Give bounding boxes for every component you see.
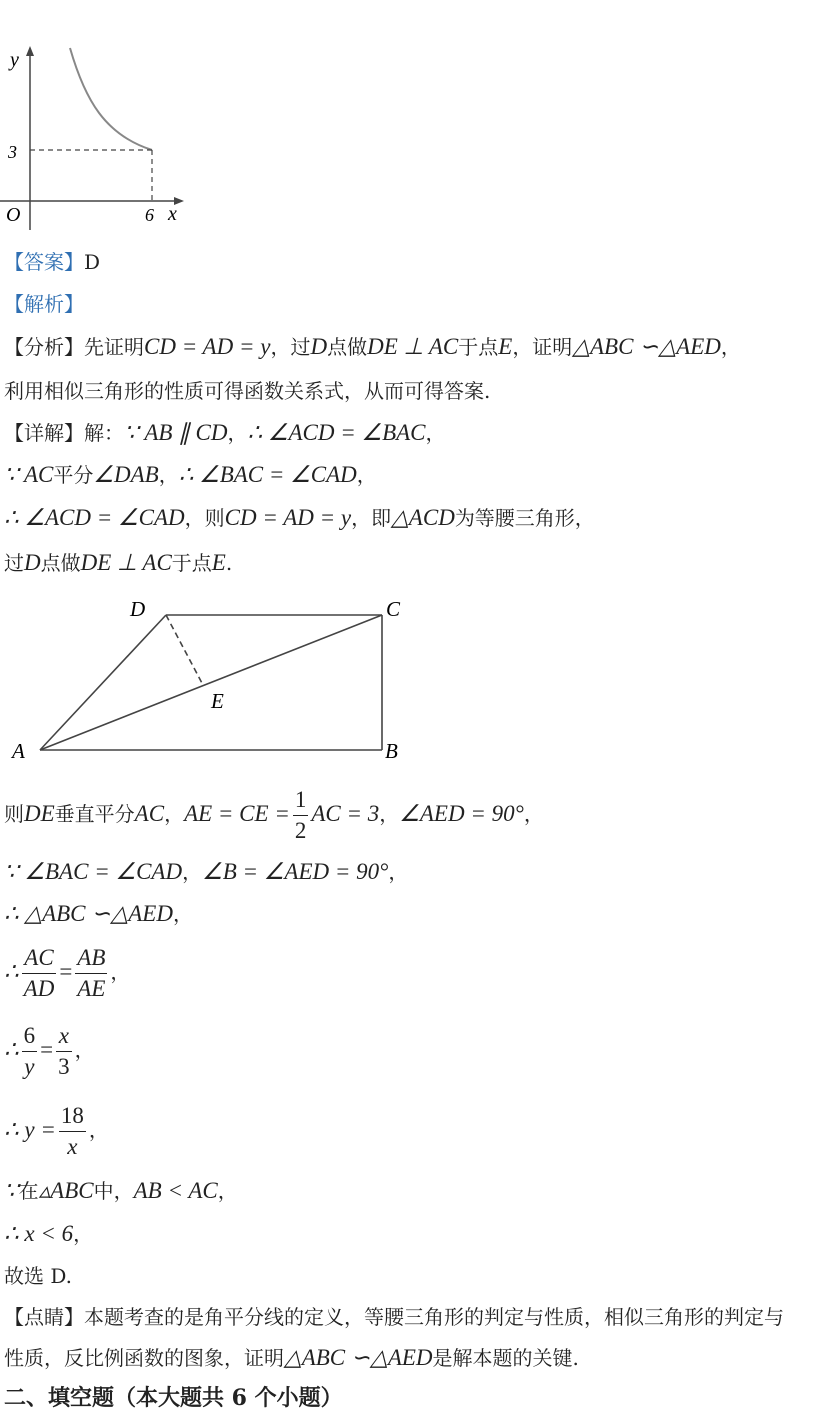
numerator: 6	[22, 1021, 38, 1052]
math: ∠DAB	[93, 462, 159, 487]
text: ，	[110, 960, 131, 984]
text: 垂直平分	[54, 802, 135, 826]
y-line	[4, 1098, 109, 1162]
text: ，过	[270, 335, 311, 359]
text: ，	[379, 802, 400, 826]
text: 点做	[327, 335, 368, 359]
denominator: 2	[294, 818, 307, 843]
dianjing-line-1	[4, 1303, 784, 1331]
math: AC	[134, 801, 165, 826]
choose-line: 故选 D.	[4, 1264, 73, 1288]
text: 平分	[53, 463, 94, 487]
math: △ABC ∽△AED	[284, 1345, 433, 1370]
math: CD = AD = y	[144, 334, 271, 359]
fraction	[59, 1101, 86, 1162]
text: 于点	[171, 551, 212, 575]
dianjing-tag: 【点睛】	[4, 1305, 84, 1329]
curve	[70, 48, 152, 150]
answer-value: D	[84, 250, 101, 274]
therefore-acd-line	[4, 504, 595, 532]
y-axis-label: y	[10, 49, 19, 71]
fraction	[22, 1021, 38, 1082]
section-title: 二、填空题（本大题共 6 个小题）	[4, 1385, 343, 1411]
math: ∴ y =	[4, 1117, 56, 1142]
guo-line	[4, 549, 232, 577]
math: ∴ △ABC ∽△AED	[4, 901, 173, 926]
math: D	[310, 334, 328, 359]
numerator: 1	[293, 785, 309, 816]
math: AB < AC	[133, 1178, 218, 1203]
in-abc-line	[4, 1177, 238, 1205]
math: ∠B = ∠AED = 90°	[202, 859, 389, 884]
math: ∴ x < 6	[4, 1221, 74, 1246]
math: ∵ AC	[4, 462, 54, 487]
text: ，	[523, 802, 544, 826]
math: ▵ABC	[38, 1178, 94, 1203]
math: ∠AED = 90°	[399, 801, 524, 826]
ratio-line	[4, 940, 130, 1004]
because-ac-line	[4, 461, 377, 489]
point-b: B	[385, 739, 398, 763]
math: ∵ AB ∥ CD	[124, 420, 228, 445]
dianjing-line-2	[4, 1344, 579, 1372]
text: 中，	[93, 1179, 134, 1203]
text: ，	[74, 1038, 95, 1062]
text: 性质，反比例函数的图象，证明	[4, 1346, 284, 1370]
point-c: C	[386, 597, 401, 621]
numerator: x	[56, 1021, 72, 1052]
fraction	[22, 943, 57, 1004]
math: DE ⊥ AC	[367, 334, 459, 359]
math: ∴ ∠BAC = ∠CAD	[178, 462, 357, 487]
denominator: x	[67, 1134, 78, 1159]
text: ，	[164, 802, 185, 826]
answer-tag: 【答案】	[4, 250, 84, 274]
text: ，	[158, 463, 179, 487]
point-d: D	[130, 597, 146, 621]
origin-label: O	[6, 204, 21, 226]
math: ∴ ∠ACD = ∠BAC	[247, 420, 426, 445]
denominator: AE	[77, 976, 106, 1001]
text: ，	[388, 860, 409, 884]
x-axis-label: x	[168, 203, 177, 225]
denominator: y	[24, 1054, 35, 1079]
math: ∵ ∠BAC = ∠CAD	[4, 859, 183, 884]
text: 先证明	[84, 335, 144, 359]
text: ，证明	[512, 335, 573, 359]
because-bac-line	[4, 858, 408, 886]
math: ∴ ∠ACD = ∠CAD	[4, 505, 185, 530]
numerator: 18	[59, 1101, 86, 1132]
text: ，	[217, 1179, 238, 1203]
math: ∴	[4, 959, 19, 984]
fenxi-tag: 【分析】	[4, 335, 84, 359]
math: DE ⊥ AC	[80, 550, 172, 575]
fenxi-line-2: 利用相似三角形的性质可得函数关系式，从而可得答案.	[4, 379, 491, 403]
math: E	[498, 334, 513, 359]
denominator: 3	[58, 1054, 70, 1079]
x-line	[4, 1220, 93, 1248]
tick-x-6: 6	[145, 205, 154, 225]
text: 为等腰三角形，	[454, 506, 595, 530]
ze-line	[4, 785, 544, 846]
text: 于点	[458, 335, 499, 359]
text: ，	[356, 463, 377, 487]
math: =	[59, 959, 73, 984]
xiangjie-line	[4, 419, 446, 447]
math: CD = AD = y	[224, 505, 352, 530]
text: ，	[88, 1118, 109, 1142]
text: 则	[4, 802, 24, 826]
text: ，	[73, 1222, 94, 1246]
denominator: AD	[23, 976, 55, 1001]
math: ∵	[4, 1178, 19, 1203]
text: ，	[172, 902, 193, 926]
text: 在	[18, 1179, 39, 1203]
math: =	[40, 1037, 54, 1062]
text: ，即	[351, 506, 392, 530]
text: 解：	[84, 421, 124, 445]
math: DE	[24, 801, 55, 826]
text: ，	[425, 421, 446, 445]
function-graph	[0, 40, 200, 235]
math: △ABC ∽△AED	[572, 334, 721, 359]
text: ，	[182, 860, 203, 884]
ratio2-line	[4, 1018, 95, 1082]
fraction-one-half	[293, 785, 309, 846]
text: 本题考查的是角平分线的定义，等腰三角形的判定与性质，相似三角形的判定与	[84, 1305, 784, 1329]
text: 过	[4, 551, 24, 575]
text: .	[225, 551, 233, 575]
answer-line	[4, 248, 100, 276]
similar-line	[4, 900, 193, 928]
fraction	[75, 943, 107, 1004]
xiangjie-tag: 【详解】	[4, 421, 84, 445]
math: D	[24, 550, 41, 575]
analysis-tag: 【解析】	[4, 292, 84, 316]
fenxi-line-1	[4, 333, 741, 361]
text: ，	[720, 335, 741, 359]
text: ，	[227, 421, 248, 445]
math: AC = 3	[311, 801, 380, 826]
text: ，则	[184, 506, 225, 530]
text: 是解本题的关键.	[432, 1346, 579, 1370]
math: ∴	[4, 1037, 19, 1062]
tick-y-3: 3	[8, 142, 17, 162]
fraction	[56, 1021, 72, 1082]
geometry-figure	[0, 590, 420, 770]
numerator: AC	[22, 943, 57, 974]
point-a: A	[12, 739, 25, 763]
math: AE = CE =	[184, 801, 290, 826]
math: E	[211, 550, 226, 575]
point-e: E	[211, 689, 224, 713]
numerator: AB	[75, 943, 107, 974]
text: 点做	[40, 551, 81, 575]
math: △ACD	[391, 505, 455, 530]
